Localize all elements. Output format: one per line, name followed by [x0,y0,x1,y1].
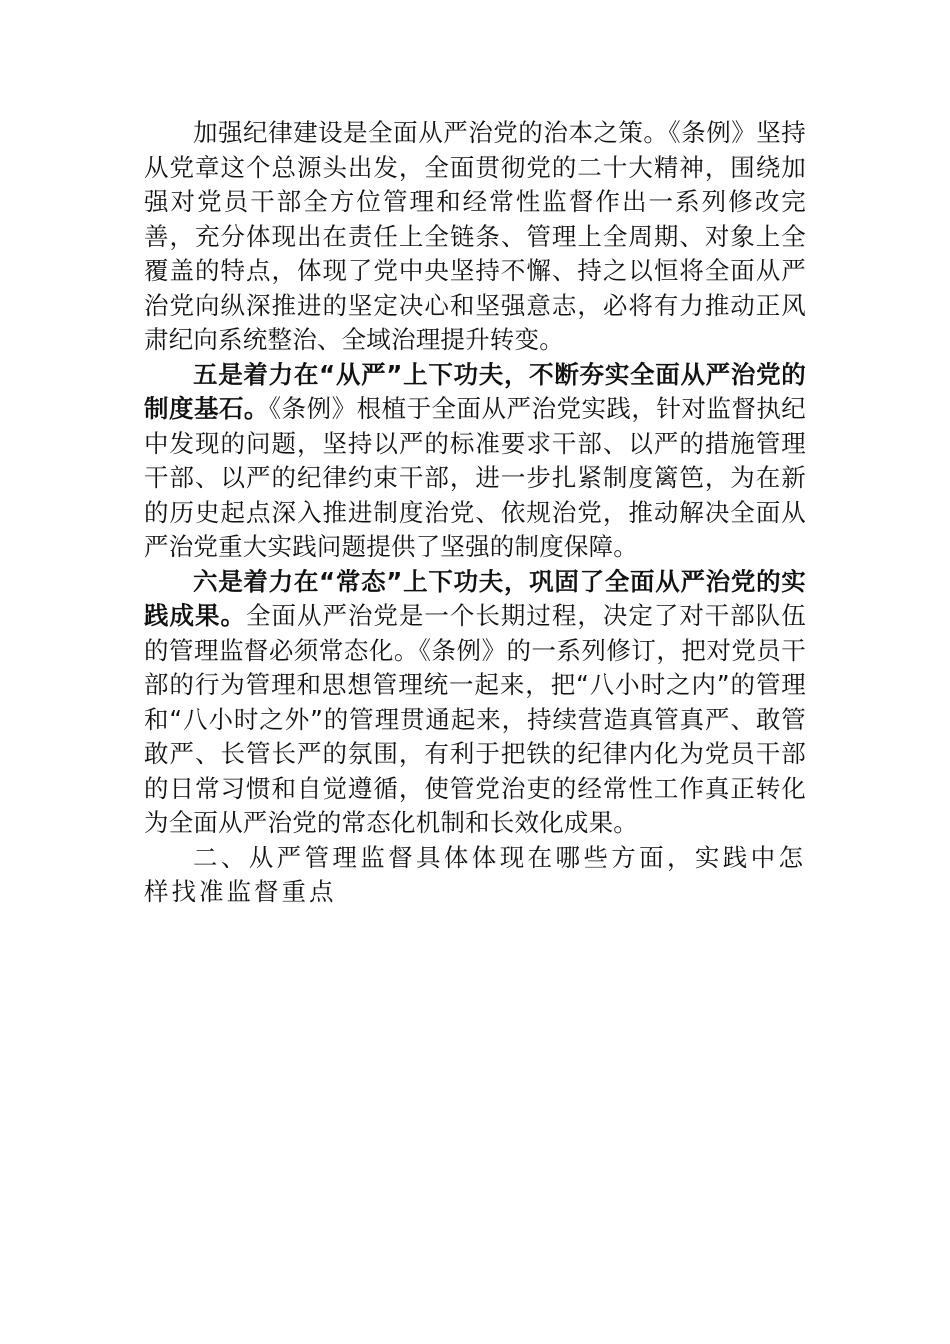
paragraph-3-text: 全面从严治党是一个长期过程，决定了对干部队伍的管理监督必须常态化。《条例》的一系列修订，把对党员干部的行为管理和思想管理统一起来，把“八小时之内”的管理和“八小时之外”的管理贯通起来，持续营造真管真严、敢管敢严、长管长严的氛围，有利于把铁的纪律内化为党员干部的日常习惯和自觉遵循，使管党治吏的经常性工作真正转化为全面从严治党的常态化机制和长效化成果。 [144,601,806,837]
paragraph-3 [144,565,806,841]
section-heading [144,841,806,910]
document-body [144,116,806,910]
paragraph-3-lead: 六是着力在“常态”上下功夫，巩固了全面从严治党的实践成果。 [144,566,806,630]
paragraph-1 [144,116,806,358]
paragraph-2 [144,358,806,565]
paragraph-2-lead: 五是着力在“从严”上下功夫，不断夯实全面从严治党的制度基石。 [144,359,806,423]
paragraph-1-text: 加强纪律建设是全面从严治党的治本之策。《条例》坚持从党章这个总源头出发，全面贯彻党的二十大精神，围绕加强对党员干部全方位管理和经常性监督作出一系列修改完善，充分体现出在责任上全链条、管理上全周期、对象上全覆盖的特点，体现了党中央坚持不懈、持之以恒将全面从严治党向纵深推进的坚定决心和坚强意志，必将有力推动正风肃纪向系统整治、全域治理提升转变。 [144,118,806,354]
section-heading-text: 二、从严管理监督具体体现在哪些方面，实践中怎样找准监督重点 [144,842,806,906]
paragraph-2-text: 《条例》根植于全面从严治党实践，针对监督执纪中发现的问题，坚持以严的标准要求干部、以严的措施管理干部、以严的纪律约束干部，进一步扎紧制度篱笆，为在新的历史起点深入推进制度治党、依规治党，推动解决全面从严治党重大实践问题提供了坚强的制度保障。 [144,394,807,561]
